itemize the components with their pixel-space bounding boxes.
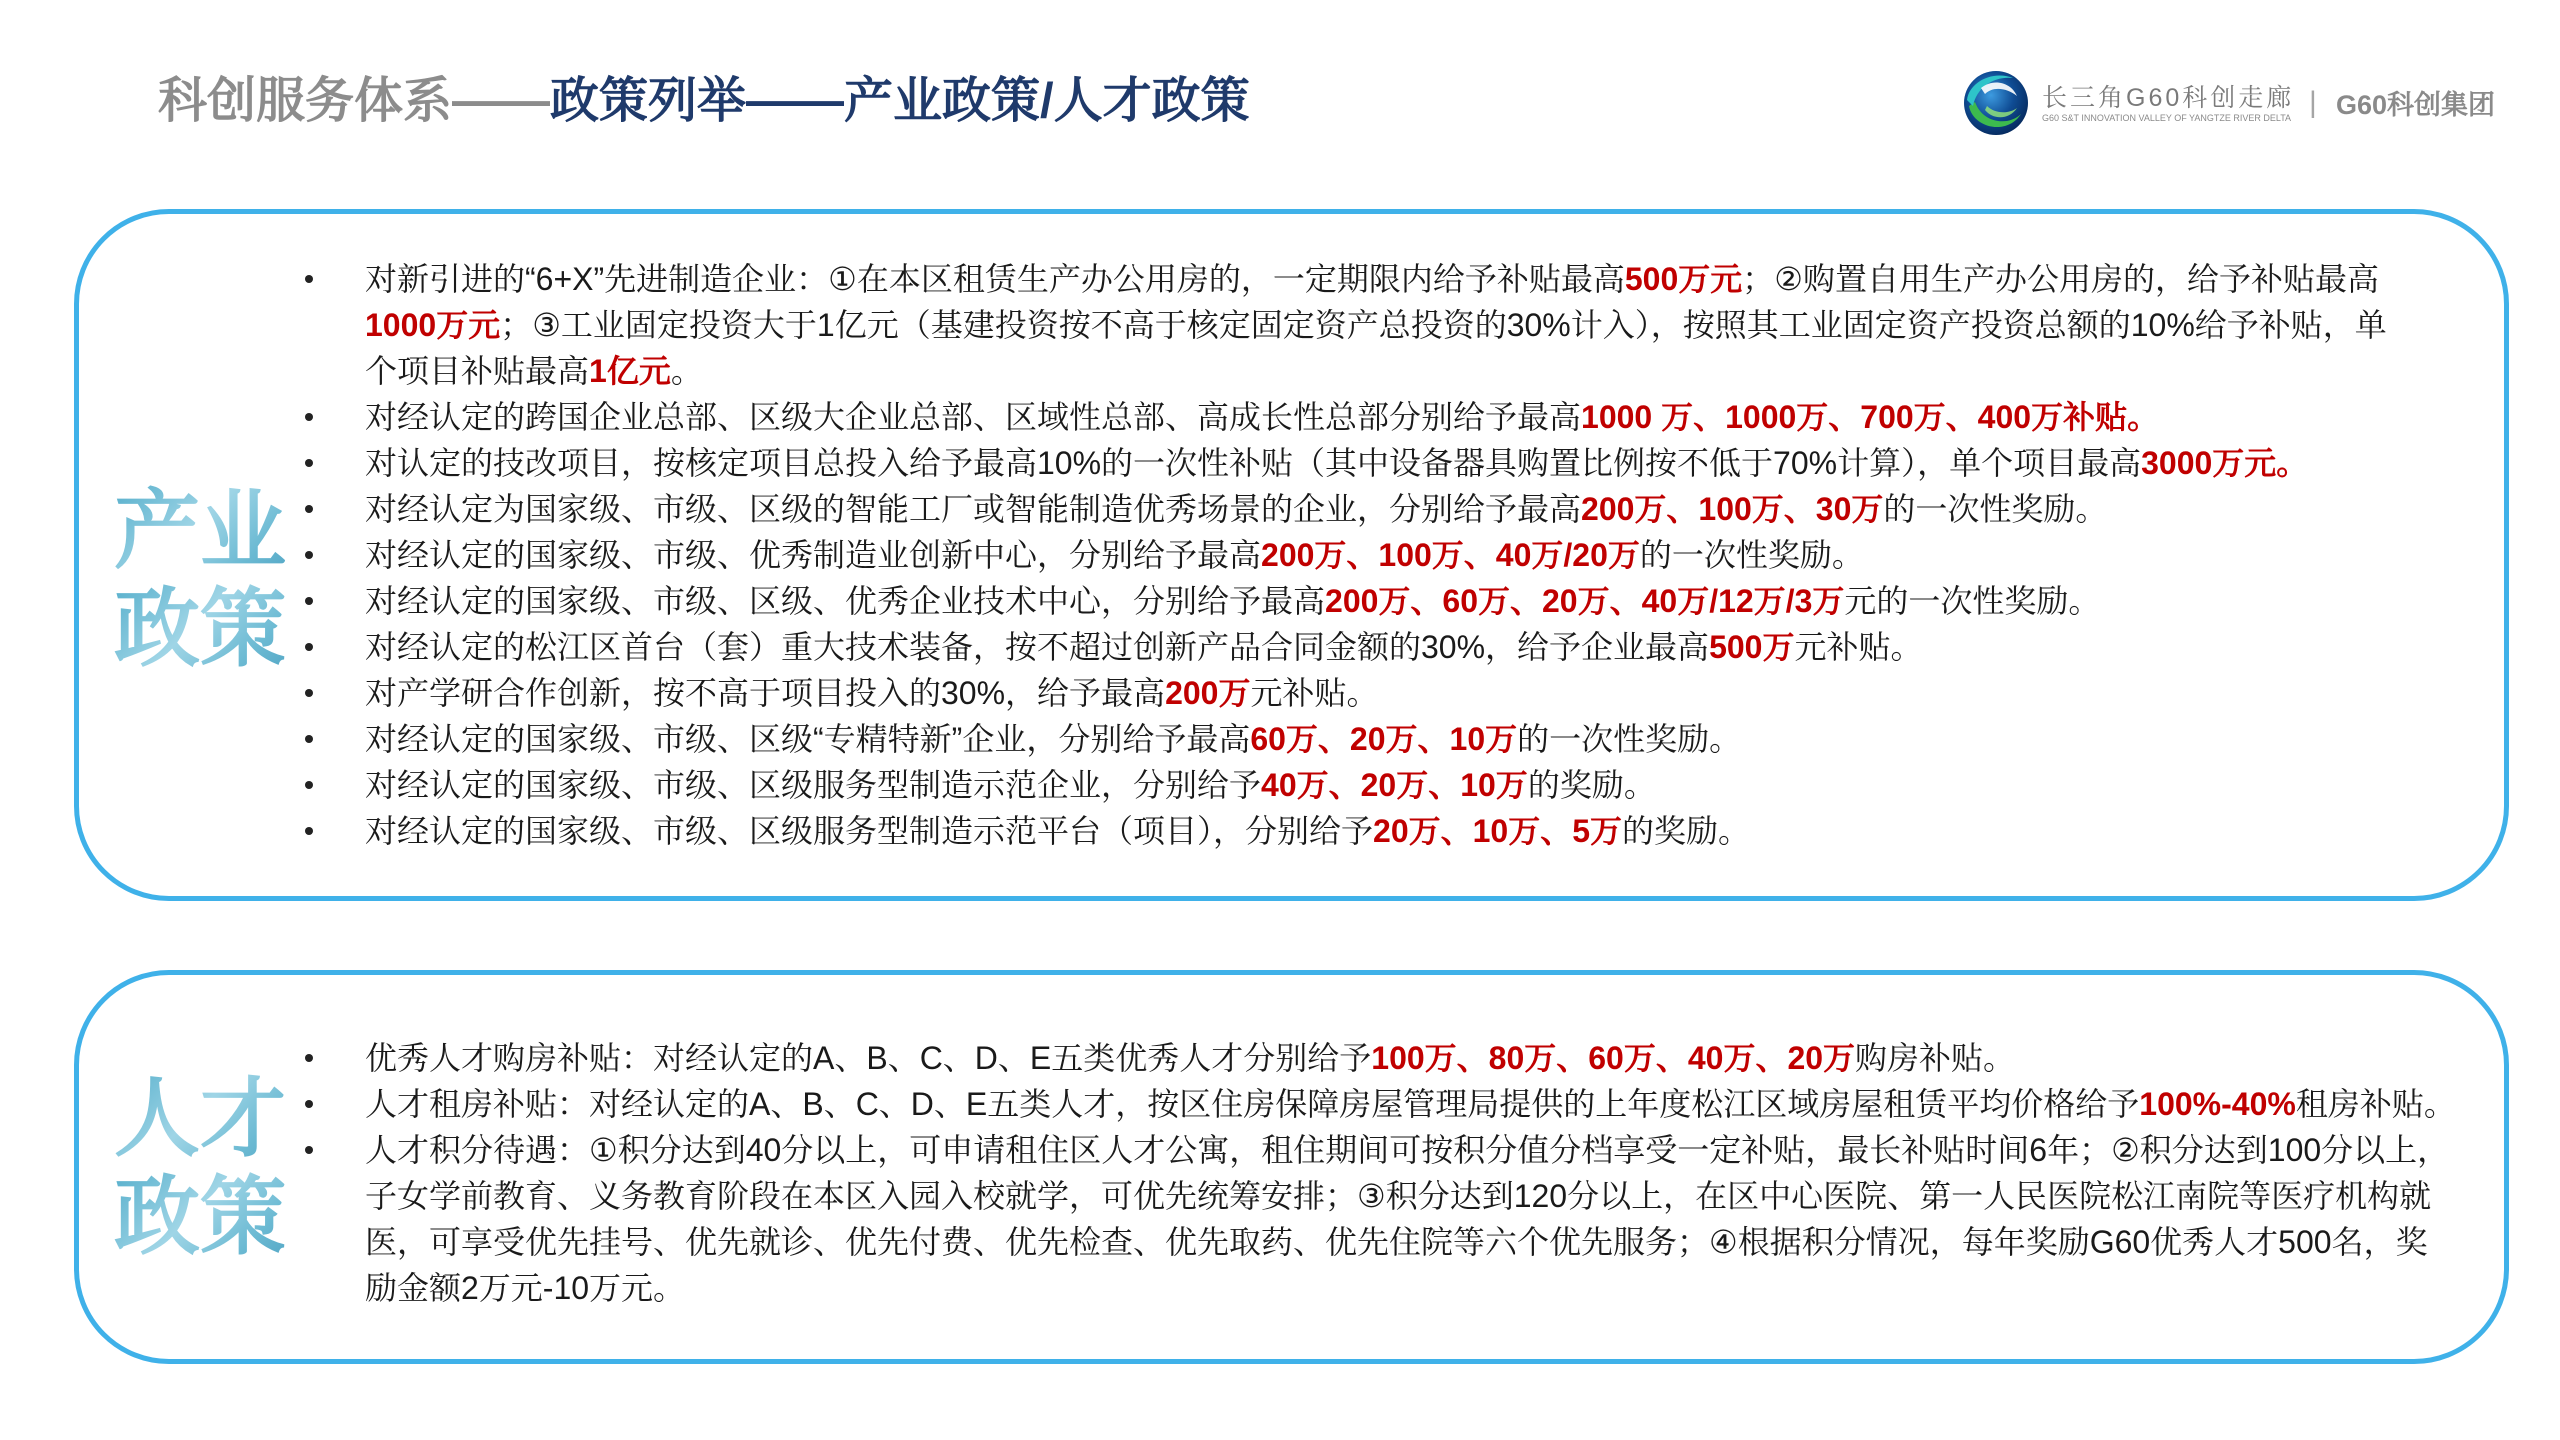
highlight-amount: 1000万元 [365, 307, 501, 343]
policy-text: 对经认定的国家级、市级、区级服务型制造示范平台（项目），分别给予 [365, 813, 1374, 849]
policy-text: 对经认定的国家级、市级、区级服务型制造示范企业，分别给予 [365, 767, 1262, 803]
industry-policy-item [365, 486, 2387, 532]
policy-text: 对经认定的国家级、市级、优秀制造业创新中心，分别给予最高 [365, 537, 1262, 573]
policy-text: 对产学研合作创新，按不高于项目投入的30%，给予最高 [365, 675, 1166, 711]
highlight-amount: 200万 [1165, 675, 1251, 711]
industry-policy-item [365, 670, 2387, 716]
policy-text: 医，可享受优先挂号、优先就诊、优先付费、优先检查、优先取药、优先住院等六个优先服务；④根据积分情况，每年奖励G60优秀人才500名，奖 [365, 1224, 2428, 1260]
policy-text: 元的一次性奖励。 [1844, 583, 2101, 619]
bullet-icon [305, 1054, 313, 1062]
policy-text: 的一次性奖励。 [1639, 537, 1864, 573]
policy-text: 对经认定为国家级、市级、区级的智能工厂或智能制造优秀场景的企业，分别给予最高 [365, 491, 1582, 527]
talent-policy-item [365, 1081, 2456, 1127]
highlight-amount: 200万、100万、30万 [1581, 491, 1884, 527]
highlight-amount: 100万、80万、60万、40万、20万 [1371, 1040, 1856, 1076]
talent-label-line2: 政策 [114, 1168, 294, 1266]
industry-label-line2: 政策 [114, 580, 294, 678]
policy-text: 对经认定的跨国企业总部、区级大企业总部、区域性总部、高成长性总部分别给予最高 [365, 399, 1582, 435]
policy-text: ；③工业固定投资大于1亿元（基建投资按不高于核定固定资产总投资的30%计入），按照其工业固定资产投资总额的10%给予补贴，单 [500, 307, 2387, 343]
highlight-amount: 1亿元 [589, 353, 671, 389]
policy-text: 购房补贴。 [1855, 1040, 2016, 1076]
highlight-amount: 500万元 [1624, 261, 1743, 297]
industry-policy-item [365, 808, 2387, 854]
industry-policy-item [365, 532, 2387, 578]
logo-name-en: G60 S&T INNOVATION VALLEY OF YANGTZE RIVER DELTA [2042, 113, 2292, 123]
highlight-amount: 200万、100万、40万/20万 [1261, 537, 1640, 573]
policy-text: 。 [670, 353, 703, 389]
policy-text: 子女学前教育、义务教育阶段在本区入园入校就学，可优先统筹安排；③积分达到120分以上，在区中心医院、第一人民医院松江南院等医疗机构就 [365, 1178, 2432, 1214]
highlight-amount: 100%-40% [2139, 1086, 2296, 1122]
bullet-icon [305, 1100, 313, 1108]
policy-text: 人才租房补贴：对经认定的A、B、C、D、E五类人才，按区住房保障房屋管理局提供的上年度松江区域房屋租赁平均价格给予 [365, 1086, 2140, 1122]
bullet-icon [305, 413, 313, 421]
industry-policy-item [365, 394, 2387, 440]
highlight-amount: 1000 万、1000万、700万、400万补贴。 [1581, 399, 2160, 435]
policy-text: 的一次性奖励。 [1883, 491, 2108, 527]
policy-text: 优秀人才购房补贴：对经认定的A、B、C、D、E五类优秀人才分别给予 [365, 1040, 1372, 1076]
highlight-amount: 20万、10万、5万 [1373, 813, 1623, 849]
policy-text: 元补贴。 [1794, 629, 1923, 665]
page-title-prefix: 科创服务体系—— [158, 74, 551, 128]
logo-name-cn: 长三角G60科创走廊 [2042, 84, 2295, 112]
industry-label-line1: 产业 [114, 482, 294, 580]
policy-text: 对经认定的国家级、市级、区级、优秀企业技术中心，分别给予最高 [365, 583, 1326, 619]
bullet-icon [305, 781, 313, 789]
logo-group-name: G60科创集团 [2336, 90, 2496, 120]
industry-policy-item [365, 440, 2387, 486]
policy-text: 励金额2万元-10万元。 [365, 1270, 686, 1306]
talent-policy-label [114, 1070, 294, 1266]
industry-policy-item [365, 578, 2387, 624]
g60-globe-logo-icon [1963, 70, 2029, 136]
policy-text: 对认定的技改项目，按核定项目总投入给予最高10%的一次性补贴（其中设备器具购置比例按不低于70%计算），单个项目最高 [365, 445, 2142, 481]
page-title-main: 政策列举——产业政策/人才政策 [550, 74, 1250, 128]
highlight-amount: 200万、60万、20万、40万/12万/3万 [1325, 583, 1845, 619]
highlight-amount: 40万、20万、10万 [1261, 767, 1528, 803]
industry-policy-item [365, 716, 2387, 762]
highlight-amount: 500万 [1709, 629, 1795, 665]
policy-text: 租房补贴。 [2295, 1086, 2456, 1122]
policy-text: 个项目补贴最高 [365, 353, 590, 389]
bullet-icon [305, 735, 313, 743]
industry-policy-item [365, 256, 2387, 394]
policy-text: 的一次性奖励。 [1517, 721, 1742, 757]
bullet-icon [305, 275, 313, 283]
industry-policy-list [365, 256, 2387, 854]
bullet-icon [305, 505, 313, 513]
bullet-icon [305, 459, 313, 467]
policy-text: 人才积分待遇：①积分达到40分以上，可申请租住区人才公寓，租住期间可按积分值分档享受一定补贴，最长补贴时间6年；②积分达到100分以上， [365, 1132, 2450, 1168]
industry-policy-item [365, 624, 2387, 670]
bullet-icon [305, 597, 313, 605]
page-title [158, 72, 1250, 130]
policy-text: 的奖励。 [1527, 767, 1656, 803]
bullet-icon [305, 827, 313, 835]
logo-separator: | [2309, 86, 2317, 119]
highlight-amount: 3000万元。 [2141, 445, 2309, 481]
talent-policy-item [365, 1127, 2456, 1311]
bullet-icon [305, 1146, 313, 1154]
highlight-amount: 60万、20万、10万 [1250, 721, 1518, 757]
policy-text: 对经认定的松江区首台（套）重大技术装备，按不超过创新产品合同金额的30%，给予企业最高 [365, 629, 1710, 665]
policy-text: 的奖励。 [1622, 813, 1751, 849]
policy-text: 对经认定的国家级、市级、区级“专精特新”企业，分别给予最高 [365, 721, 1251, 757]
industry-policy-label [114, 482, 294, 678]
policy-text: ；②购置自用生产办公用房的，给予补贴最高 [1742, 261, 2379, 297]
bullet-icon [305, 551, 313, 559]
talent-policy-list [365, 1035, 2456, 1311]
talent-label-line1: 人才 [114, 1070, 294, 1168]
industry-policy-item [365, 762, 2387, 808]
talent-policy-item [365, 1035, 2456, 1081]
bullet-icon [305, 689, 313, 697]
policy-text: 对新引进的“6+X”先进制造企业：①在本区租赁生产办公用房的，一定期限内给予补贴最高 [365, 261, 1625, 297]
bullet-icon [305, 643, 313, 651]
policy-text: 元补贴。 [1250, 675, 1379, 711]
